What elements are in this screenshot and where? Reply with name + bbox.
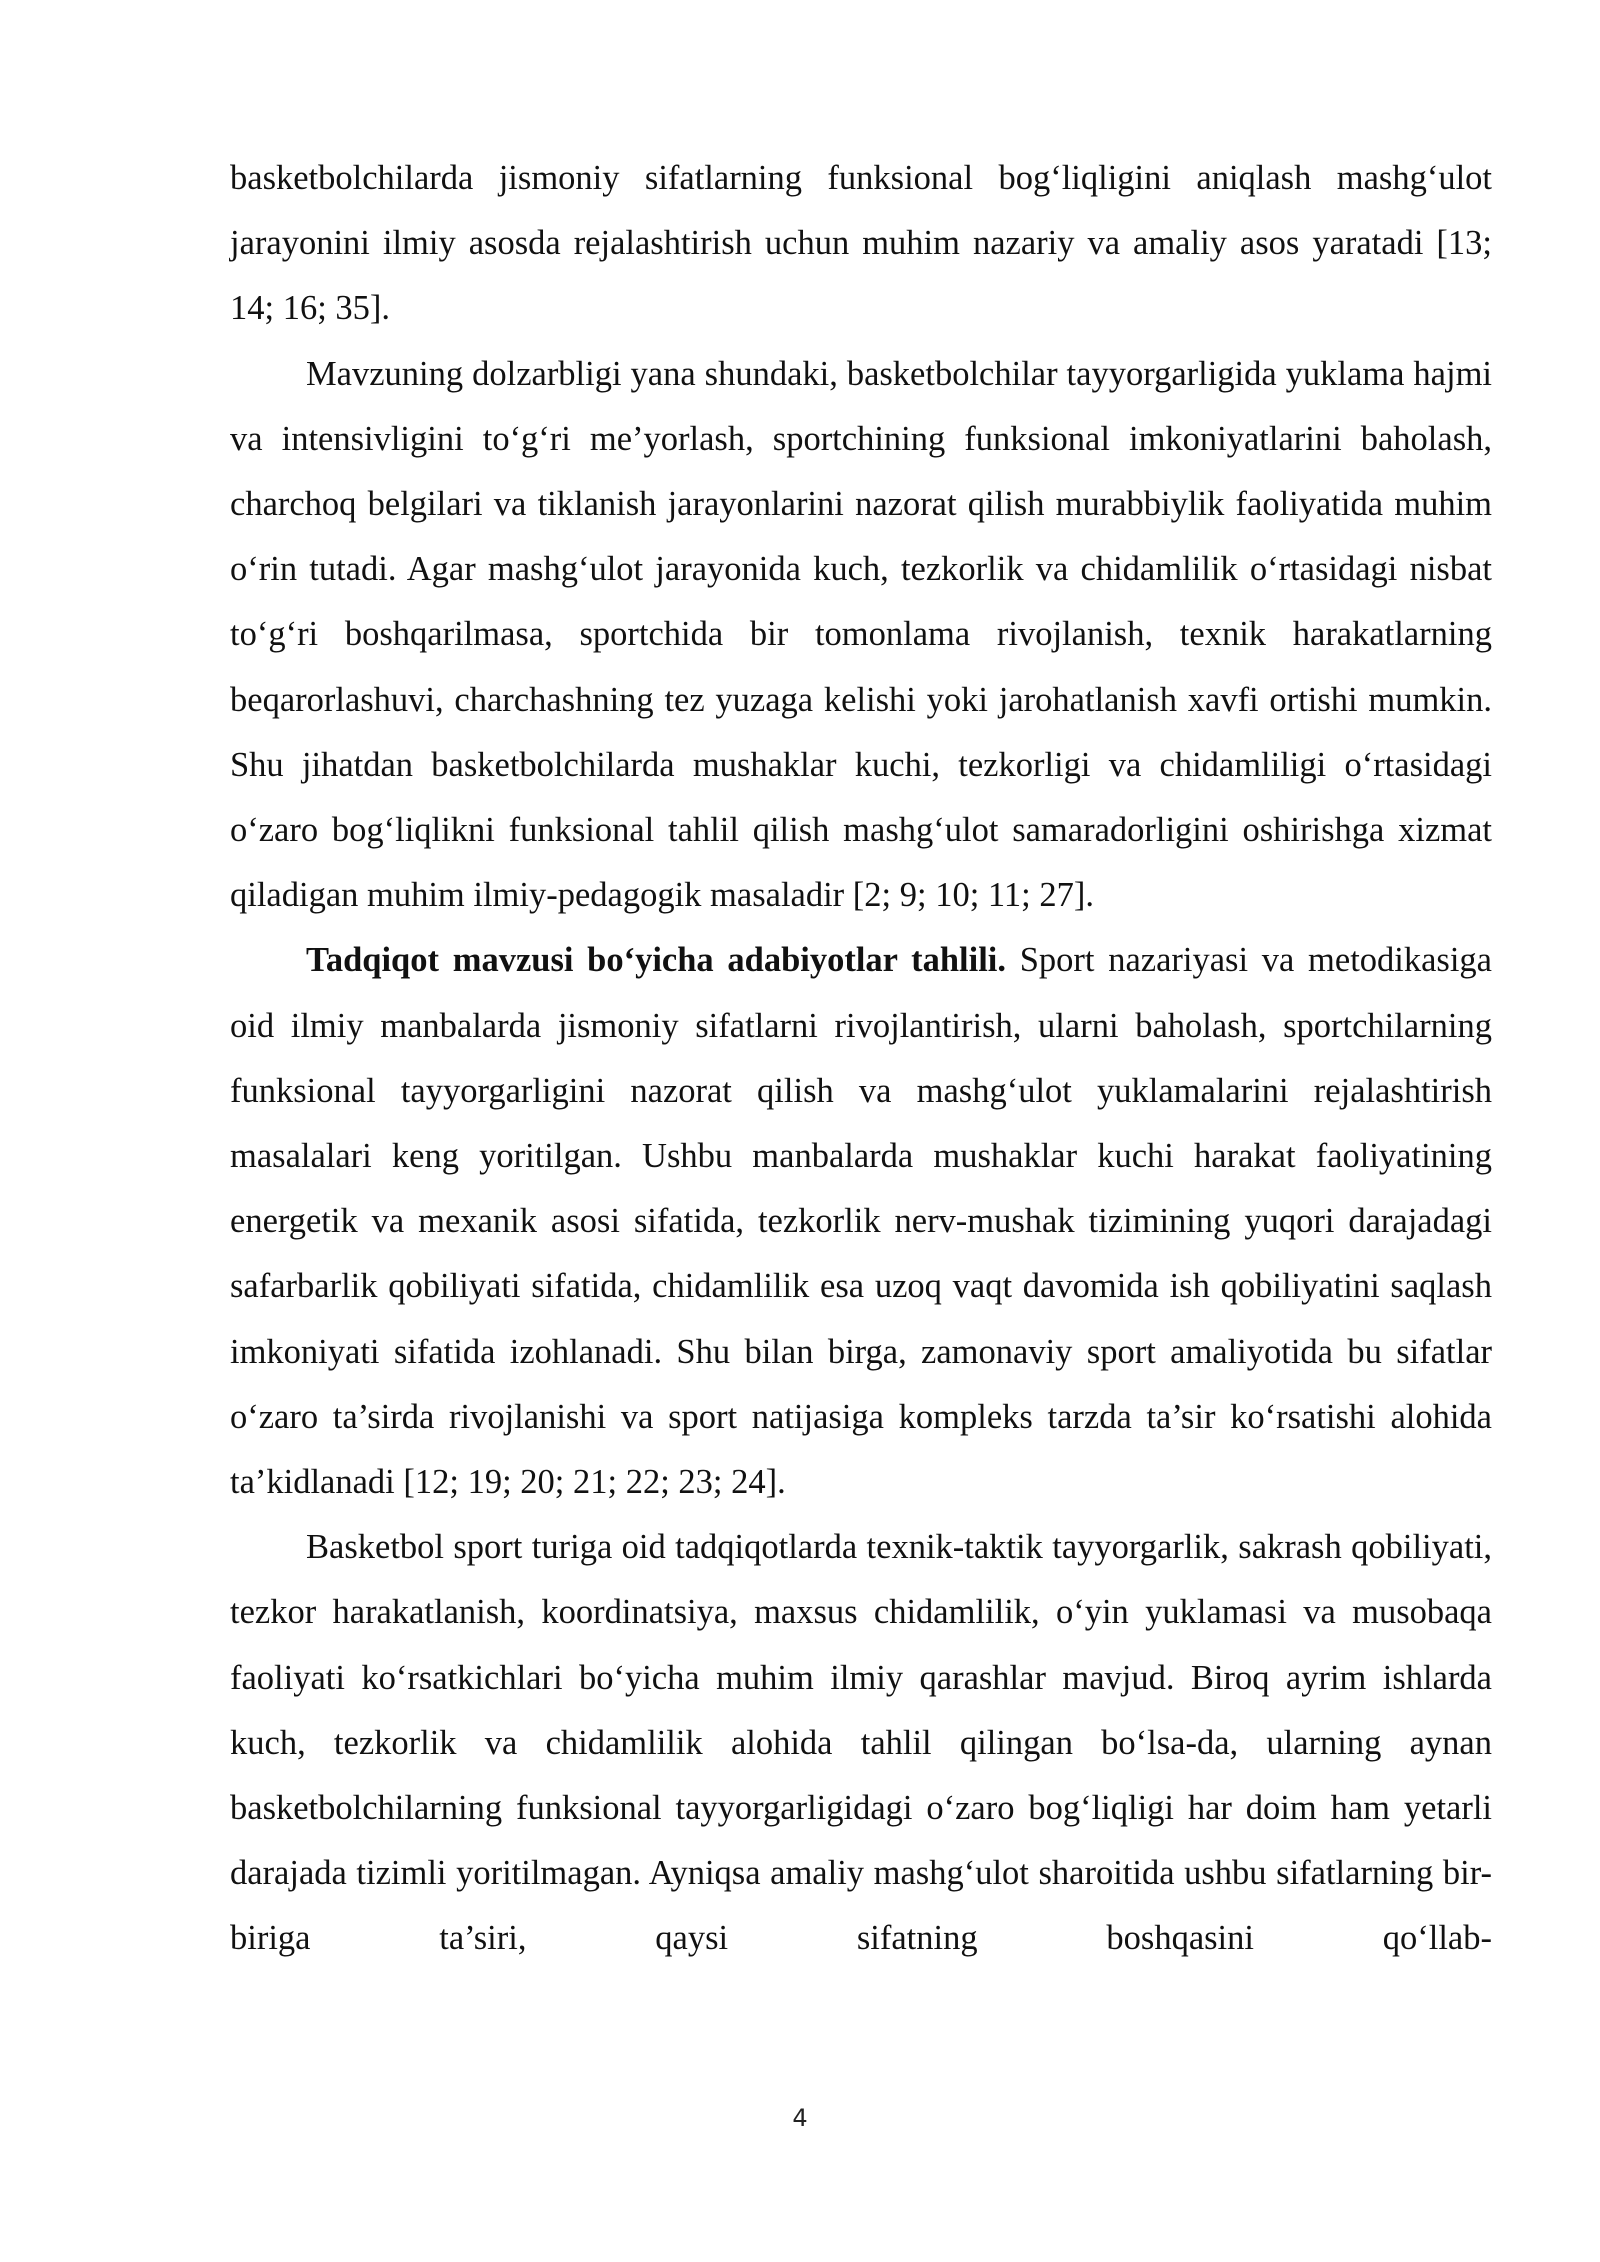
document-page [230,146,1492,1972]
section-heading: Tadqiqot mavzusi bo‘yicha adabiyotlar tahlili. [306,941,1006,980]
paragraph-text: Mavzuning dolzarbligi yana shundaki, basketbolchilar tayyorgarligida yuklama hajmi va intensivligini to‘g‘ri me’yorlash, sportchining funksional imkoniyatlarini baholash, charchoq belgilari va tiklanish jarayonlarini nazorat qilish murabbiylik faoliyatida muhim o‘rin tutadi. Agar mashg‘ulot jarayonida kuch, tezkorlik va chidamlilik o‘rtasidagi nisbat to‘g‘ri boshqarilmasa, sportchida bir tomonlama rivojlanish, texnik harakatlarning beqarorlashuvi, charchashning tez yuzaga kelishi yoki jarohatlanish xavfi ortishi mumkin. Shu jihatdan basketbolchilarda mushaklar kuchi, tezkorligi va chidamliligi o‘rtasidagi o‘zaro bog‘liqlikni funksional tahlil qilish mashg‘ulot samaradorligini oshirishga xizmat qiladigan muhim ilmiy-pedagogik masaladir [2; 9; 10; 11; 27]. [230,354,1492,915]
paragraph-basketball-research [230,1515,1492,1971]
paragraph-text: Basketbol sport turiga oid tadqiqotlarda texnik-taktik tayyorgarlik, sakrash qobiliyati, tezkor harakatlanish, koordinatsiya, maxsus chidamlilik, o‘yin yuklamasi va musobaqa faoliyati ko‘rsatkichlari bo‘yicha muhim ilmiy qarashlar mavjud. Biroq ayrim ishlarda kuch, tezkorlik va chidamlilik alohida tahlil qilingan bo‘lsa-da, ularning aynan basketbolchilarning funksional tayyorgarligidagi o‘zaro bog‘liqligi har doim ham yetarli darajada tizimli yoritilmagan. Ayniqsa amaliy mashg‘ulot sharoitida ushbu sifatlarning bir-biriga ta’siri, qaysi sifatning boshqasini qo‘llab- [230,1528,1492,1958]
paragraph-text: Sport nazariyasi va metodikasiga oid ilmiy manbalarda jismoniy sifatlarni rivojlantirish, ularni baholash, sportchilarning funksional tayyorgarligini nazorat qilish va mashg‘ulot yuklamalarini rejalashtirish masalalari keng yoritilgan. Ushbu manbalarda mushaklar kuchi harakat faoliyatining energetik va mexanik asosi sifatida, tezkorlik nerv-mushak tizimining yuqori darajadagi safarbarlik qobiliyati sifatida, chidamlilik esa uzoq vaqt davomida ish qobiliyatini saqlash imkoniyati sifatida izohlanadi. Shu bilan birga, zamonaviy sport amaliyotida bu sifatlar o‘zaro ta’sirda rivojlanishi va sport natijasiga kompleks tarzda ta’sir ko‘rsatishi alohida ta’kidlanadi [12; 19; 20; 21; 22; 23; 24]. [230,941,1492,1502]
page-number: 4 [792,2104,808,2132]
paragraph-intro-continuation [230,146,1492,342]
paragraph-relevance [230,342,1492,929]
paragraph-literature-review [230,928,1492,1515]
paragraph-text: basketbolchilarda jismoniy sifatlarning funksional bog‘liqligini aniqlash mashg‘ulot jarayonini ilmiy asosda rejalashtirish uchun muhim nazariy va amaliy asos yaratadi [13; 14; 16; 35]. [230,159,1492,328]
